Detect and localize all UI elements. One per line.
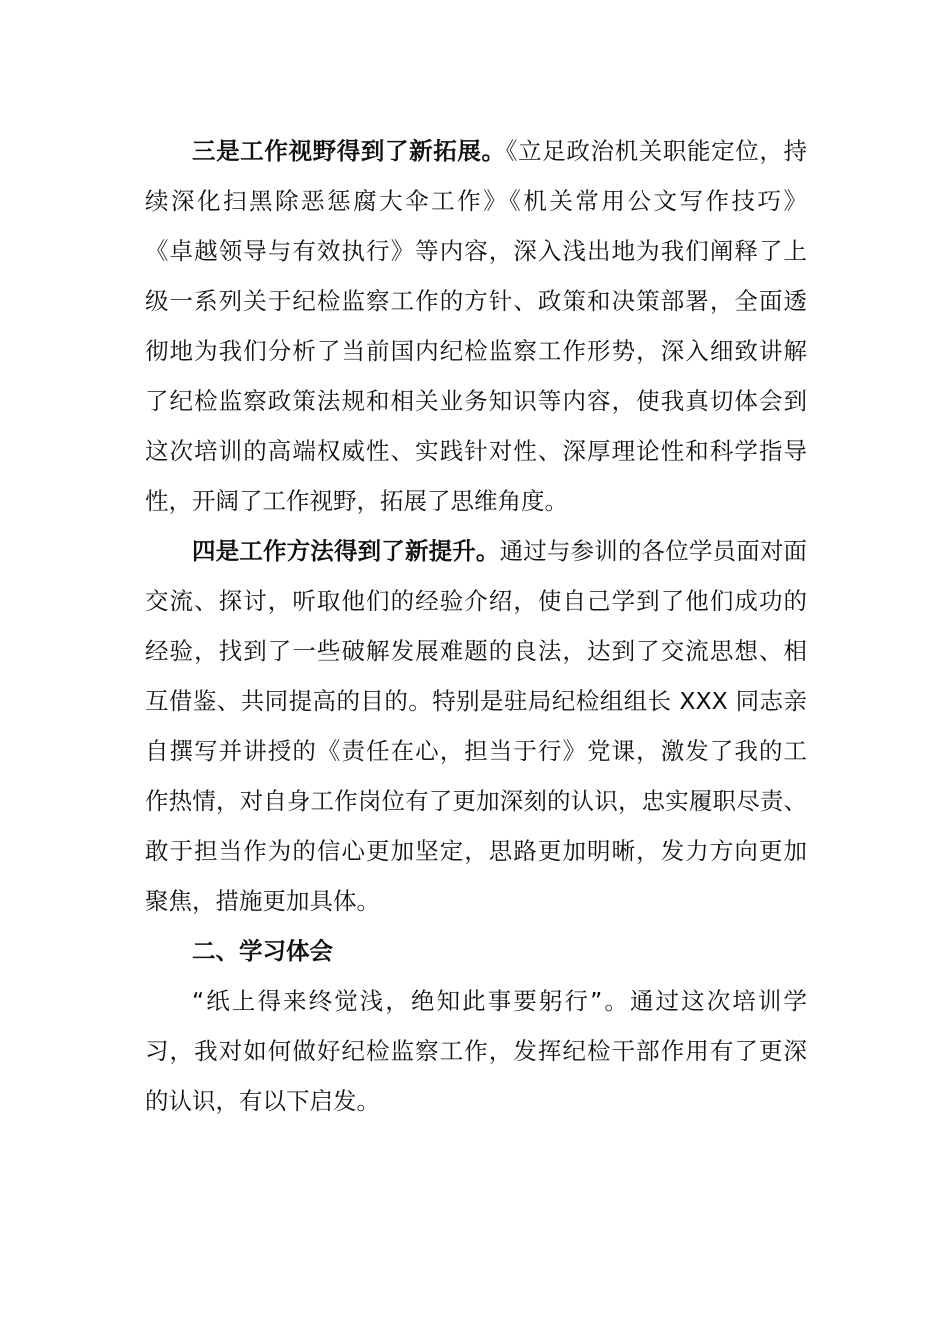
paragraph-2-line-6: 作热情，对自身工作岗位有了更加深刻的认识，忠实履职尽责、 [145,787,807,815]
paragraph-2-line-4: 互借鉴、共同提高的目的。特别是驻局纪检组组长 XXX 同志亲 [145,687,807,715]
paragraph-1-line-3: 《卓越领导与有效执行》等内容，深入浅出地为我们阐释了上 [145,237,807,265]
paragraph-1-line-2: 续深化扫黑除恶惩腐大伞工作》《机关常用公文写作技巧》 [145,187,807,215]
paragraph-2-line-3: 经验，找到了一些破解发展难题的良法，达到了交流思想、相 [145,637,807,665]
paragraph-3-line-2: 习，我对如何做好纪检监察工作，发挥纪检干部作用有了更深 [145,1037,807,1065]
document-body [145,126,807,1126]
paragraph-1-line-7: 这次培训的高端权威性、实践针对性、深厚理论性和科学指导 [145,437,807,465]
paragraph-2-line-8: 聚焦，措施更加具体。 [145,887,380,915]
paragraph-2-text: 通过与参训的各位学员面对面 [499,537,808,565]
paragraph-1-line-8: 性，开阔了工作视野，拓展了思维角度。 [145,487,568,515]
paragraph-1-line-4: 级一系列关于纪检监察工作的方针、政策和决策部署，全面透 [145,287,807,315]
paragraph-1-text: 《立足政治机关职能定位，持 [505,137,808,165]
paragraph-2-line-1 [145,526,807,576]
paragraph-2-line-5: 自撰写并讲授的《责任在心，担当于行》党课，激发了我的工 [145,737,807,765]
paragraph-2-line-7: 敢于担当作为的信心更加坚定，思路更加明晰，发力方向更加 [145,837,807,865]
section-heading: 二、学习体会 [192,937,333,965]
paragraph-3-line-3: 的认识，有以下启发。 [145,1087,380,1115]
paragraph-1-heading: 三是工作视野得到了新拓展。 [192,137,506,165]
paragraph-1-line-5: 彻地为我们分析了当前国内纪检监察工作形势，深入细致讲解 [145,337,807,365]
paragraph-3-line-1: “纸上得来终觉浅，绝知此事要躬行”。通过这次培训学 [192,987,807,1015]
paragraph-1-line-1 [145,126,807,176]
paragraph-2-line-2: 交流、探讨，听取他们的经验介绍，使自己学到了他们成功的 [145,587,807,615]
paragraph-2-heading: 四是工作方法得到了新提升。 [192,537,500,565]
paragraph-1-line-6: 了纪检监察政策法规和相关业务知识等内容，使我真切体会到 [145,387,807,415]
